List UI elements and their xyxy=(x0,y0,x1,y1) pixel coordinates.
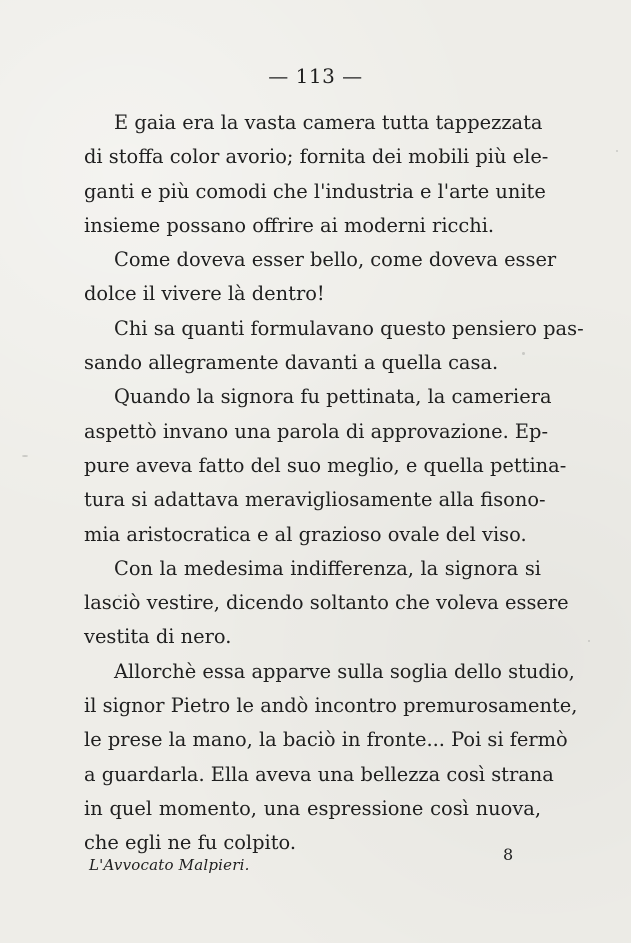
text-line: Allorchè essa apparve sulla soglia dello studio, xyxy=(114,659,575,683)
text-line: tura si adattava meravigliosamente alla fisono- xyxy=(84,488,546,512)
paper-speck xyxy=(118,595,120,597)
text-line: Con la medesima indifferenza, la signora si xyxy=(114,556,541,580)
text-line: le prese la mano, la baciò in fronte... Poi si fermò xyxy=(84,728,568,752)
book-title-footer: L'Avvocato Malpieri. xyxy=(89,856,250,874)
text-line: il signor Pietro le andò incontro premurosamente, xyxy=(84,694,578,718)
paper-speck xyxy=(616,150,618,152)
text-line: E gaia era la vasta camera tutta tappezzata xyxy=(114,111,543,134)
text-line: in quel momento, una espressione così nuova, xyxy=(84,796,541,820)
page-number: — 113 — xyxy=(268,64,363,88)
text-line: dolce il vivere là dentro! xyxy=(84,282,325,306)
text-line: di stoffa color avorio; fornita dei mobili più ele- xyxy=(84,145,549,169)
text-line: a guardarla. Ella aveva una bellezza così strana xyxy=(84,762,554,786)
main-text xyxy=(84,106,584,861)
text-line: insieme possano offrire ai moderni ricchi. xyxy=(84,213,495,237)
text-line: ganti e più comodi che l'industria e l'arte unite xyxy=(84,179,546,203)
paper-speck xyxy=(22,455,28,457)
text-line: mia aristocratica e al grazioso ovale del viso. xyxy=(84,522,527,546)
text-line: vestita di nero. xyxy=(84,625,232,649)
text-line: aspettò invano una parola di approvazione. Ep- xyxy=(84,419,549,443)
text-line: Quando la signora fu pettinata, la cameriera xyxy=(114,385,552,409)
text-line: che egli ne fu colpito. xyxy=(84,831,297,855)
text-line: Chi sa quanti formulavano questo pensiero pas- xyxy=(114,316,584,340)
text-line: pure aveva fatto del suo meglio, e quella pettina- xyxy=(84,453,567,477)
text-line: Come doveva esser bello, come doveva esser xyxy=(114,248,557,272)
paper-speck xyxy=(588,640,590,642)
paper-speck xyxy=(522,352,525,355)
signature-number: 8 xyxy=(503,845,514,864)
text-line: sando allegramente davanti a quella casa. xyxy=(84,351,499,375)
text-line: lasciò vestire, dicendo soltanto che voleva essere xyxy=(84,591,569,615)
